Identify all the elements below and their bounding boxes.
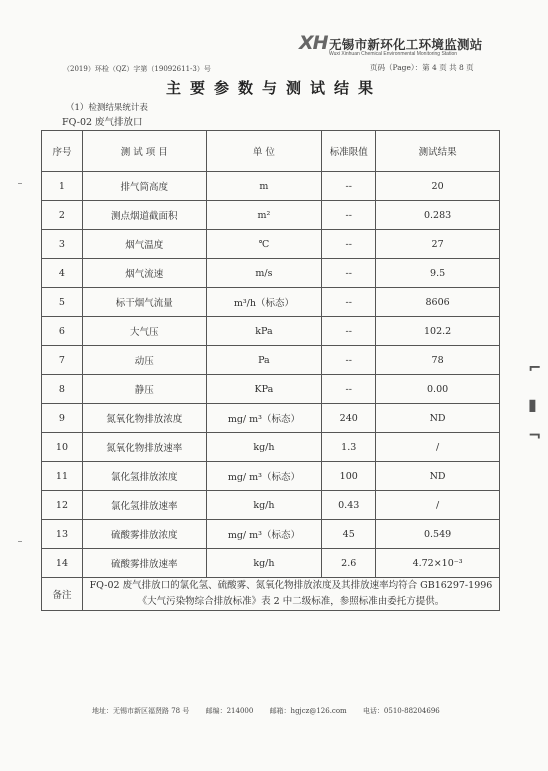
cell-item: 大气压 <box>82 317 206 346</box>
section-heading: （1）检测结果统计表 <box>66 103 148 113</box>
cell-result: 4.72×10⁻³ <box>376 549 500 578</box>
cell-unit: m² <box>206 201 322 230</box>
cell-no: 14 <box>42 549 83 578</box>
cell-limit: -- <box>322 201 376 230</box>
cell-unit: Pa <box>206 346 322 375</box>
cell-unit: mg/ m³（标态） <box>206 404 322 433</box>
cell-no: 3 <box>42 230 83 259</box>
cell-limit: 240 <box>322 404 376 433</box>
cell-limit: 1.3 <box>322 433 376 462</box>
cell-unit: m/s <box>206 259 322 288</box>
footer-email: 邮箱：hgjcz@126.com <box>269 707 347 715</box>
table-row <box>42 520 500 549</box>
cell-result: / <box>376 433 500 462</box>
results-table <box>41 130 500 611</box>
organization-name: 无锡市新环化工环境监测站 <box>329 37 483 52</box>
cell-limit: -- <box>322 172 376 201</box>
footer-address: 地址：无锡市新区福贤路 78 号 <box>92 707 190 715</box>
cell-result: 8606 <box>376 288 500 317</box>
cell-no: 1 <box>42 172 83 201</box>
outlet-label: FQ-02 废气排放口 <box>62 117 143 128</box>
cell-result: 20 <box>376 172 500 201</box>
table-row <box>42 201 500 230</box>
note-label: 备注 <box>42 578 83 611</box>
page-footer <box>92 706 454 716</box>
header-unit: 单 位 <box>206 131 322 172</box>
cell-item: 静压 <box>82 375 206 404</box>
header-limit: 标准限值 <box>322 131 376 172</box>
cell-result: 0.283 <box>376 201 500 230</box>
page-number: 页码（Page）：第 4 页 共 8 页 <box>370 63 474 72</box>
cell-no: 13 <box>42 520 83 549</box>
cell-unit: m³/h（标态） <box>206 288 322 317</box>
cell-result: 0.00 <box>376 375 500 404</box>
cell-unit: kg/h <box>206 433 322 462</box>
header-no: 序号 <box>42 131 83 172</box>
table-row <box>42 346 500 375</box>
cell-unit: mg/ m³（标态） <box>206 520 322 549</box>
cell-limit: -- <box>322 375 376 404</box>
table-row <box>42 259 500 288</box>
header-item: 测 试 项 目 <box>82 131 206 172</box>
page-title: 主要参数与测试结果 <box>165 79 382 97</box>
table-row <box>42 230 500 259</box>
cell-item: 氯化氢排放速率 <box>82 491 206 520</box>
cell-unit: mg/ m³（标态） <box>206 462 322 491</box>
table-row <box>42 433 500 462</box>
table-row <box>42 491 500 520</box>
cell-no: 4 <box>42 259 83 288</box>
table-header-row <box>42 131 500 172</box>
cell-result: 0.549 <box>376 520 500 549</box>
table-row <box>42 375 500 404</box>
table-row <box>42 404 500 433</box>
cell-item: 氮氧化物排放速率 <box>82 433 206 462</box>
cell-unit: KPa <box>206 375 322 404</box>
cell-item: 标干烟气流量 <box>82 288 206 317</box>
cell-result: ND <box>376 404 500 433</box>
cell-result: / <box>376 491 500 520</box>
cell-result: 102.2 <box>376 317 500 346</box>
cell-item: 烟气温度 <box>82 230 206 259</box>
cell-result: 9.5 <box>376 259 500 288</box>
cell-limit: -- <box>322 317 376 346</box>
cell-no: 11 <box>42 462 83 491</box>
note-text: FQ-02 废气排放口的氯化氢、硫酸雾、氮氧化物排放浓度及其排放速率均符合 GB16297-1996《大气污染物综合排放标准》表 2 中二级标准，参照标准由委托方提供。 <box>82 578 499 611</box>
cell-item: 烟气流速 <box>82 259 206 288</box>
organization-name-english: Wuxi Xinhuan Chemical Environmental Monitoring Station <box>329 51 458 57</box>
cell-no: 8 <box>42 375 83 404</box>
scan-edge-artifact: ⌐ <box>528 358 542 377</box>
cell-item: 硫酸雾排放浓度 <box>82 520 206 549</box>
cell-limit: 0.43 <box>322 491 376 520</box>
scan-edge-artifact: ¬ <box>528 426 542 445</box>
cell-item: 动压 <box>82 346 206 375</box>
cell-result: 78 <box>376 346 500 375</box>
station-logo: XH <box>299 32 328 54</box>
cell-limit: -- <box>322 288 376 317</box>
cell-unit: ℃ <box>206 230 322 259</box>
header-result: 测试结果 <box>376 131 500 172</box>
scan-margin-mark <box>18 183 22 184</box>
report-number: （2019）环检（QZ）字第（19092611-3）号 <box>63 65 211 73</box>
cell-item: 硫酸雾排放速率 <box>82 549 206 578</box>
cell-item: 氯化氢排放浓度 <box>82 462 206 491</box>
table-row <box>42 462 500 491</box>
scan-margin-mark <box>18 541 22 542</box>
cell-unit: kPa <box>206 317 322 346</box>
cell-unit: m <box>206 172 322 201</box>
cell-limit: -- <box>322 230 376 259</box>
cell-unit: kg/h <box>206 491 322 520</box>
cell-item: 排气筒高度 <box>82 172 206 201</box>
cell-result: ND <box>376 462 500 491</box>
cell-limit: -- <box>322 346 376 375</box>
cell-limit: 100 <box>322 462 376 491</box>
cell-item: 测点烟道截面积 <box>82 201 206 230</box>
cell-no: 12 <box>42 491 83 520</box>
footer-phone: 电话：0510-88204696 <box>362 707 440 715</box>
cell-item: 氮氧化物排放浓度 <box>82 404 206 433</box>
cell-result: 27 <box>376 230 500 259</box>
table-row <box>42 288 500 317</box>
cell-limit: 45 <box>322 520 376 549</box>
cell-unit: kg/h <box>206 549 322 578</box>
cell-no: 9 <box>42 404 83 433</box>
cell-no: 5 <box>42 288 83 317</box>
scan-edge-artifact: ▮ <box>528 395 537 414</box>
cell-no: 2 <box>42 201 83 230</box>
table-row <box>42 317 500 346</box>
cell-no: 6 <box>42 317 83 346</box>
cell-limit: -- <box>322 259 376 288</box>
table-row <box>42 549 500 578</box>
cell-limit: 2.6 <box>322 549 376 578</box>
cell-no: 7 <box>42 346 83 375</box>
note-row <box>42 578 500 611</box>
cell-no: 10 <box>42 433 83 462</box>
footer-postcode: 邮编：214000 <box>205 707 254 715</box>
table-row <box>42 172 500 201</box>
